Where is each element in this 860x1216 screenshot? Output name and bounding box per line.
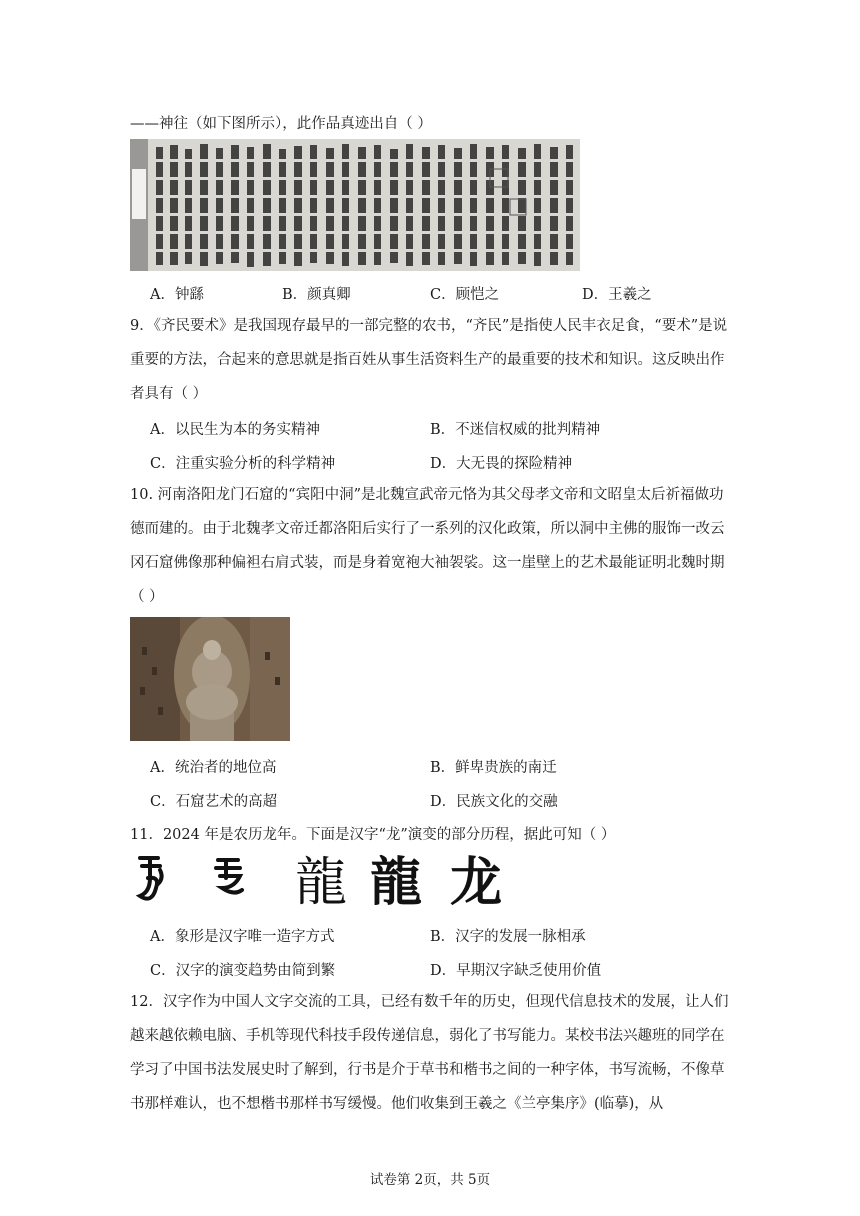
- q8-option-a[interactable]: A．钟繇: [150, 287, 204, 303]
- q10-option-d[interactable]: D．民族文化的交融: [430, 794, 558, 810]
- calligraphy-image: [130, 139, 580, 271]
- q10-option-c[interactable]: C．石窟艺术的高超: [150, 794, 278, 810]
- q9-option-c[interactable]: C．注重实验分析的科学精神: [150, 456, 336, 472]
- q8-option-b[interactable]: B．颜真卿: [282, 287, 351, 303]
- page-footer: 试卷第 2页，共 5页: [369, 1172, 491, 1188]
- glyph-traditional: 龍: [370, 853, 423, 912]
- q12-stem: 12．汉字作为中国人文字交流的工具，已经有数千年的历史，但现代信息技术的发展，让人们越来越依赖电脑、手机等现代科技手段传递信息，弱化了书写能力。某校书法兴趣班的同学在学习了中国书法发展史时了解到，行书是介于草书和楷书之间的一种字体，书写流畅，不像草书那样难认，也不想楷书那样书写缓慢。他们收集到王羲之《兰亭集序》(临摹)，从: [130, 994, 729, 1112]
- q10-option-a[interactable]: A．统治者的地位高: [150, 760, 277, 776]
- q10-stem: 10. 河南洛阳龙门石窟的“宾阳中洞”是北魏宣武帝元恪为其父母孝文帝和文昭皇太后祈福做功德而建的。由于北魏孝文帝迁都洛阳后实行了一系列的汉化政策，所以洞中主佛的服饰一改云冈石窟佛像那种偏袒右肩式装，而是身着宽袍大袖袈裟。这一崖壁上的艺术最能证明北魏时期（ ）: [130, 487, 725, 605]
- glyph-simplified: 龙: [450, 853, 503, 912]
- glyph-seal: 龍: [295, 853, 348, 912]
- q8-option-d[interactable]: D．王羲之: [582, 287, 652, 303]
- q11-stem: 11．2024 年是农历龙年。下面是汉字“龙”演变的部分历程，据此可知（ ）: [130, 827, 616, 843]
- q9-option-d[interactable]: D．大无畏的探险精神: [430, 456, 573, 472]
- q8-stem-tail: ——神往（如下图所示），此作品真迹出自（ ）: [130, 116, 432, 132]
- q11-option-c[interactable]: C．汉字的演变趋势由简到繁: [150, 963, 336, 979]
- q9-option-b[interactable]: B．不迷信权威的批判精神: [430, 422, 601, 438]
- q9-option-a[interactable]: A．以民生为本的务实精神: [150, 422, 320, 438]
- q11-option-d[interactable]: D．早期汉字缺乏使用价值: [430, 963, 602, 979]
- buddha-statue-image: [130, 617, 290, 741]
- q10-option-b[interactable]: B．鲜卑贵族的南迁: [430, 760, 557, 776]
- q9-stem: 9．《齐民要术》是我国现存最早的一部完整的农书，“齐民”是指使人民丰衣足食，“要术”是说重要的方法，合起来的意思就是指百姓从事生活资料生产的最重要的技术和知识。这反映出作者具有（ ）: [130, 318, 728, 402]
- dragon-glyph-evolution: [130, 848, 520, 912]
- q11-option-b[interactable]: B．汉字的发展一脉相承: [430, 929, 586, 945]
- q8-option-c[interactable]: C．顾恺之: [430, 287, 500, 303]
- q11-option-a[interactable]: A．象形是汉字唯一造字方式: [150, 929, 335, 945]
